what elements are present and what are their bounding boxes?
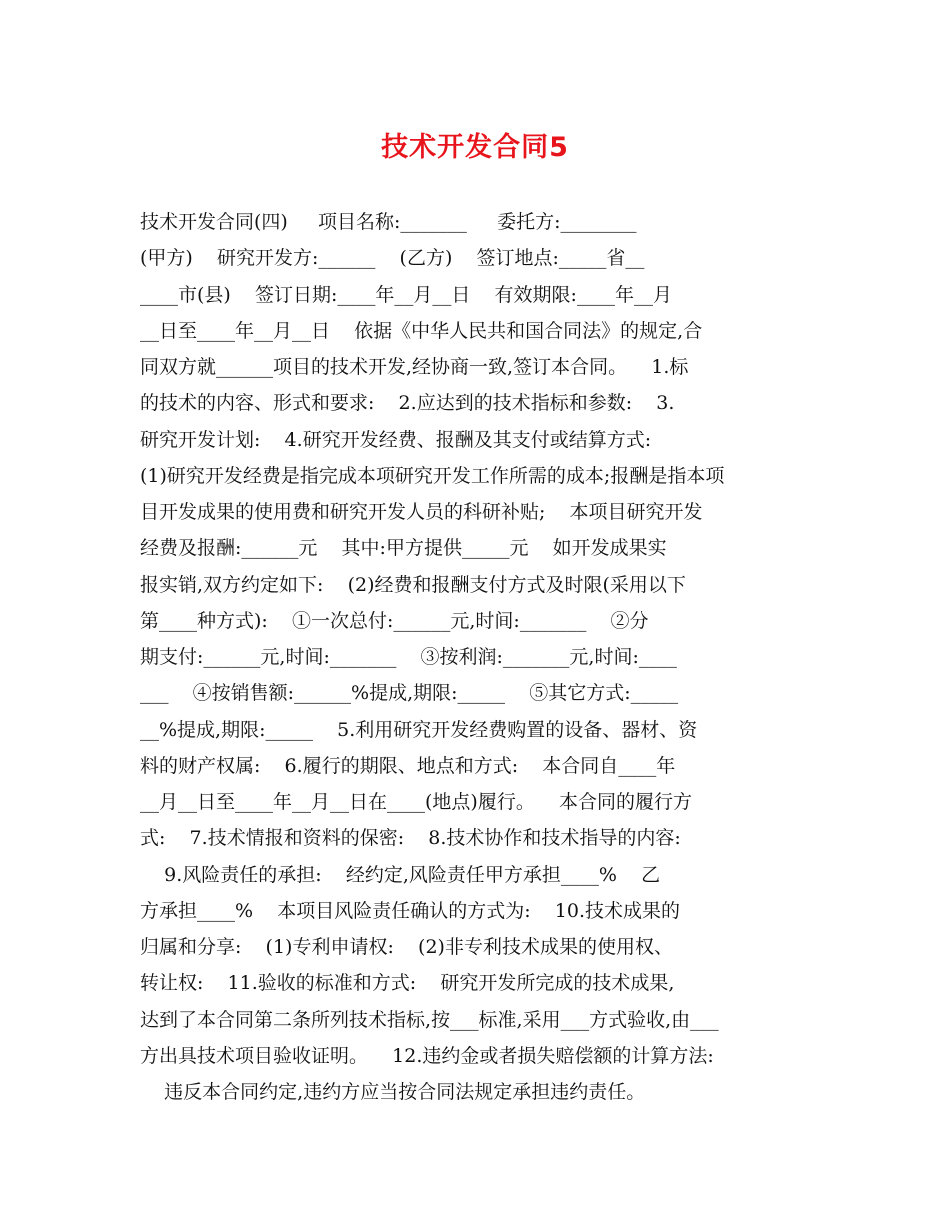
document-title: 技术开发合同5 bbox=[381, 132, 569, 163]
body-line: ___ ④按销售额:______%提成,期限:_____ ⑤其它方式:_____ bbox=[140, 682, 679, 705]
body-line: ____市(县) 签订日期:____年__月__日 有效期限:____年__月 bbox=[140, 283, 672, 306]
body-line: 方承担____% 本项目风险责任确认的方式为: 10.技术成果的 bbox=[140, 899, 680, 922]
document-body bbox=[140, 204, 812, 1110]
body-line: 转让权: 11.验收的标准和方式: 研究开发所完成的技术成果, bbox=[140, 972, 675, 995]
body-line: 式: 7.技术情报和资料的保密: 8.技术协作和技术指导的内容: bbox=[140, 827, 681, 850]
body-line: __日至____年__月__日 依据《中华人民共和国合同法》的规定,合 bbox=[140, 319, 703, 342]
body-line: 第____种方式): ①一次总付:______元,时间:_______ ②分 bbox=[140, 609, 649, 632]
body-line: (1)研究开发经费是指完成本项研究开发工作所需的成本;报酬是指本项 bbox=[140, 464, 725, 487]
body-line: 技术开发合同(四) 项目名称:_______ 委托方:________ bbox=[140, 211, 637, 233]
body-line: 研究开发计划: 4.研究开发经费、报酬及其支付或结算方式: bbox=[140, 428, 652, 451]
body-line: 达到了本合同第二条所列技术指标,按___标准,采用___方式验收,由___ bbox=[140, 1008, 719, 1031]
body-line: 的技术的内容、形式和要求: 2.应达到的技术指标和参数: 3. bbox=[140, 392, 675, 415]
body-line: 经费及报酬:______元 其中:甲方提供_____元 如开发成果实 bbox=[140, 537, 667, 560]
body-line: (甲方) 研究开发方:______ (乙方) 签订地点:_____省__ bbox=[140, 247, 645, 270]
body-line: 归属和分享: (1)专利申请权: (2)非专利技术成果的使用权、 bbox=[140, 936, 673, 958]
body-line: __月__日至____年__月__日在____(地点)履行。 本合同的履行方 bbox=[140, 791, 692, 813]
body-line: 料的财产权属: 6.履行的期限、地点和方式: 本合同自____年 bbox=[140, 754, 676, 777]
body-line: 9.风险责任的承担: 经约定,风险责任甲方承担____% 乙 bbox=[140, 863, 661, 886]
body-line: 目开发成果的使用费和研究开发人员的科研补贴; 本项目研究开发 bbox=[140, 501, 703, 523]
body-line: __%提成,期限:_____ 5.利用研究开发经费购置的设备、器材、资 bbox=[140, 718, 698, 741]
body-line: 同双方就______项目的技术开发,经协商一致,签订本合同。 1.标 bbox=[140, 356, 689, 378]
body-line: 报实销,双方约定如下: (2)经费和报酬支付方式及时限(采用以下 bbox=[140, 573, 686, 596]
body-line: 方出具技术项目验收证明。 12.违约金或者损失赔偿额的计算方法: bbox=[140, 1044, 714, 1067]
body-line: 期支付:______元,时间:_______ ③按利润:_______元,时间:____ bbox=[140, 646, 677, 668]
body-line: 违反本合同约定,违约方应当按合同法规定承担违约责任。 bbox=[140, 1081, 646, 1103]
